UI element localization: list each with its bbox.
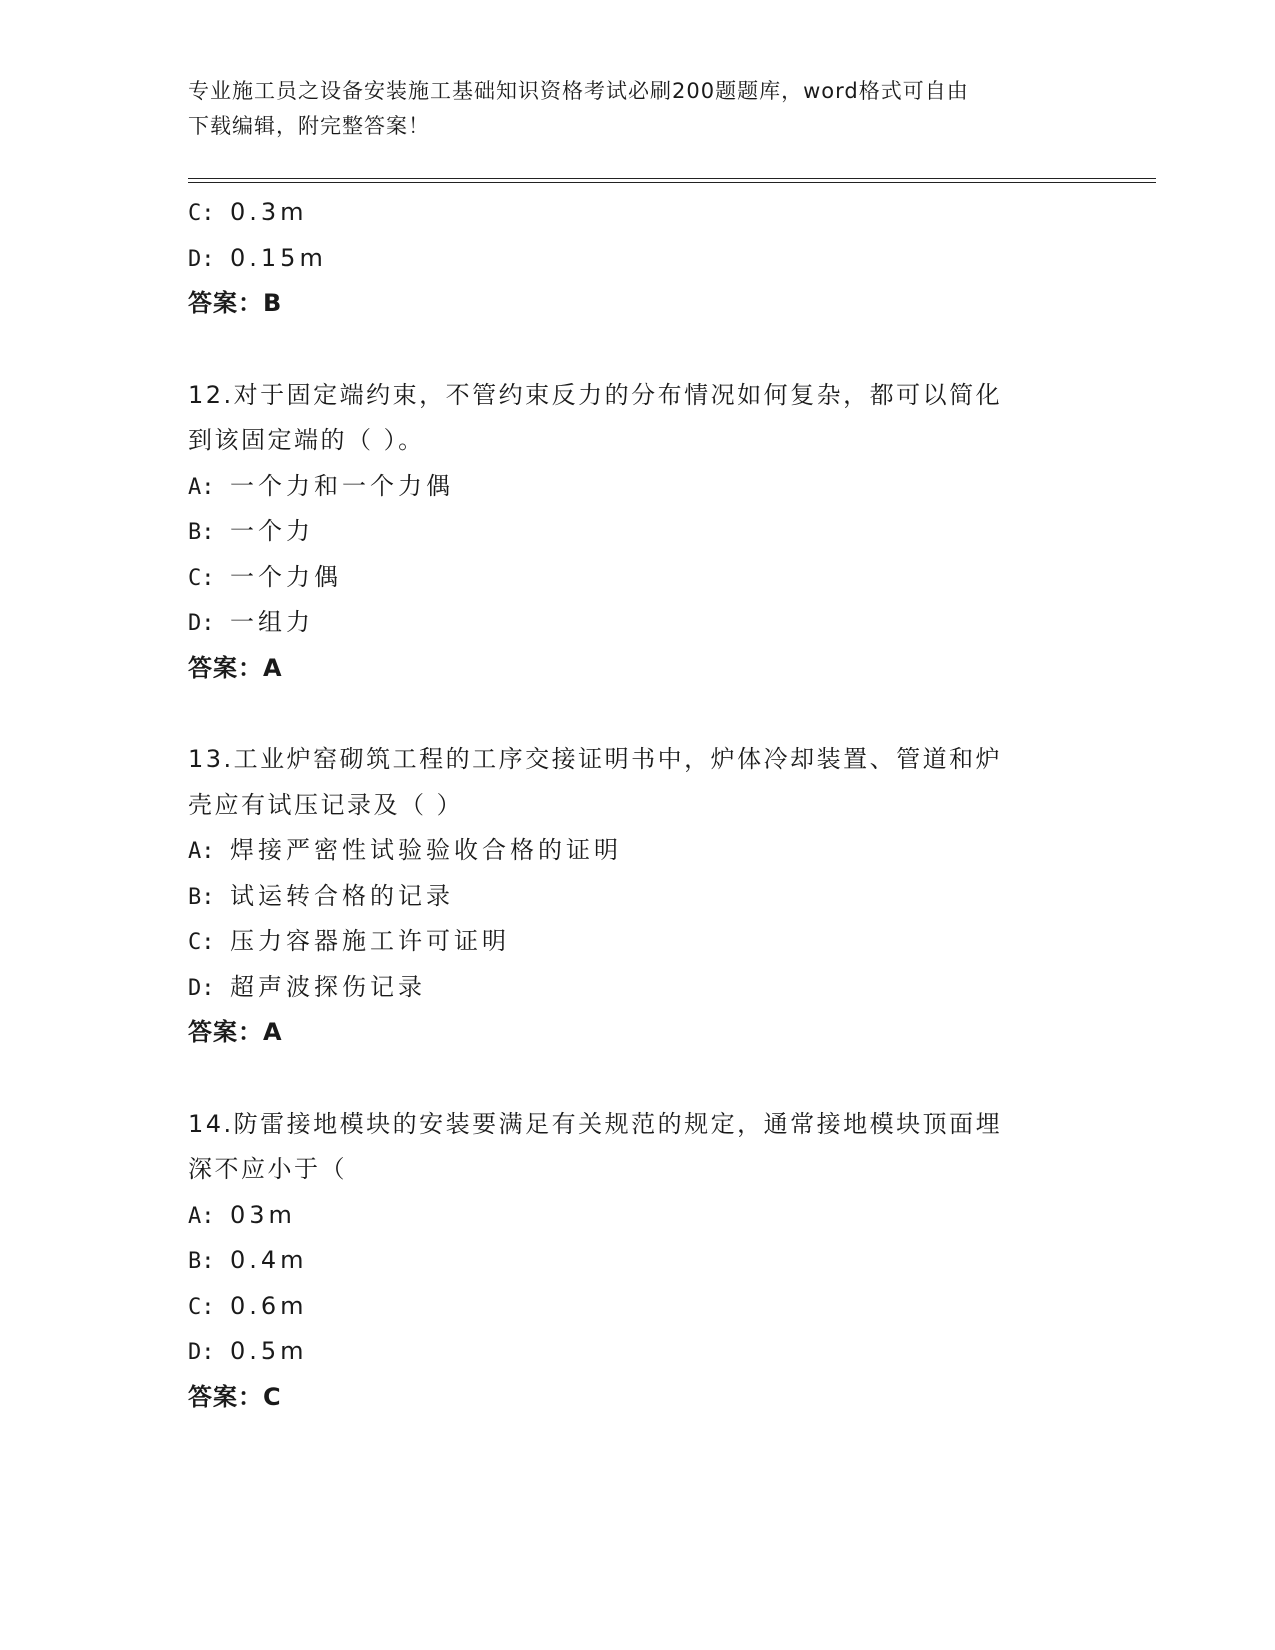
option-d — [188, 600, 1068, 646]
page-header — [188, 74, 1088, 144]
option-label: D: — [188, 975, 215, 1001]
option-text: 0.6m — [230, 1291, 308, 1320]
option-c — [188, 190, 1068, 236]
option-a — [188, 828, 1068, 874]
option-text: 0.4m — [230, 1246, 308, 1274]
header-divider — [188, 178, 1156, 183]
option-text: 一个力 — [230, 517, 314, 545]
option-c — [188, 1284, 1068, 1330]
option-label: A: — [188, 1203, 215, 1229]
option-label: C: — [188, 565, 215, 591]
question-13 — [188, 737, 1068, 1056]
option-c — [188, 919, 1068, 965]
option-a — [188, 1193, 1068, 1239]
option-label: C: — [188, 201, 215, 226]
header-title-line-1: 专业施工员之设备安装施工基础知识资格考试必刷200题题库，word格式可自由 — [188, 79, 969, 103]
option-text: 一个力偶 — [230, 562, 342, 591]
option-b — [188, 874, 1068, 920]
option-text: 0.5m — [230, 1337, 308, 1365]
question-14 — [188, 1102, 1068, 1421]
document-body — [188, 190, 1068, 1420]
option-b — [188, 509, 1068, 555]
question-12 — [188, 373, 1068, 692]
answer-line: 答案：C — [188, 1382, 282, 1411]
question-stem-line-1: 13.工业炉窑砌筑工程的工序交接证明书中，炉体冷却装置、管道和炉 — [188, 745, 1003, 773]
option-label: B: — [188, 1249, 215, 1274]
question-stem-line-2: 到该固定端的（ ）。 — [188, 426, 425, 454]
option-label: B: — [188, 520, 215, 545]
option-d — [188, 236, 1068, 282]
option-label: D: — [188, 1340, 215, 1365]
question-stem-line-1: 12.对于固定端约束，不管约束反力的分布情况如何复杂，都可以简化 — [188, 380, 1003, 409]
option-text: 压力容器施工许可证明 — [230, 927, 510, 955]
option-text: 焊接严密性试验验收合格的证明 — [230, 836, 622, 864]
option-c — [188, 555, 1068, 601]
option-label: A: — [188, 474, 215, 500]
option-text: 一组力 — [230, 608, 314, 636]
question-stem-line-2: 深不应小于（ — [188, 1155, 347, 1183]
question-stem-line-2: 壳应有试压记录及（ ） — [188, 790, 464, 819]
option-label: B: — [188, 884, 215, 910]
option-a — [188, 464, 1068, 510]
option-d — [188, 965, 1068, 1011]
answer-line: 答案：A — [188, 653, 283, 682]
option-label: D: — [188, 246, 215, 272]
option-text: 0.15m — [230, 243, 327, 272]
answer-line: 答案：A — [188, 1018, 283, 1046]
option-b — [188, 1238, 1068, 1284]
question-stem-line-1: 14.防雷接地模块的安装要满足有关规范的规定，通常接地模块顶面埋 — [188, 1109, 1003, 1138]
option-text: 03m — [230, 1200, 296, 1229]
question-11-continuation — [188, 190, 1068, 327]
option-text: 0.3m — [230, 198, 308, 226]
option-label: C: — [188, 1294, 215, 1320]
option-d — [188, 1329, 1068, 1375]
option-text: 试运转合格的记录 — [230, 881, 454, 910]
option-label: C: — [188, 930, 215, 955]
header-title-line-2: 下载编辑，附完整答案！ — [188, 114, 430, 138]
option-label: A: — [188, 839, 215, 864]
option-label: D: — [188, 611, 215, 636]
answer-line: 答案：B — [188, 289, 283, 317]
option-text: 一个力和一个力偶 — [230, 471, 454, 500]
option-text: 超声波探伤记录 — [230, 972, 426, 1001]
